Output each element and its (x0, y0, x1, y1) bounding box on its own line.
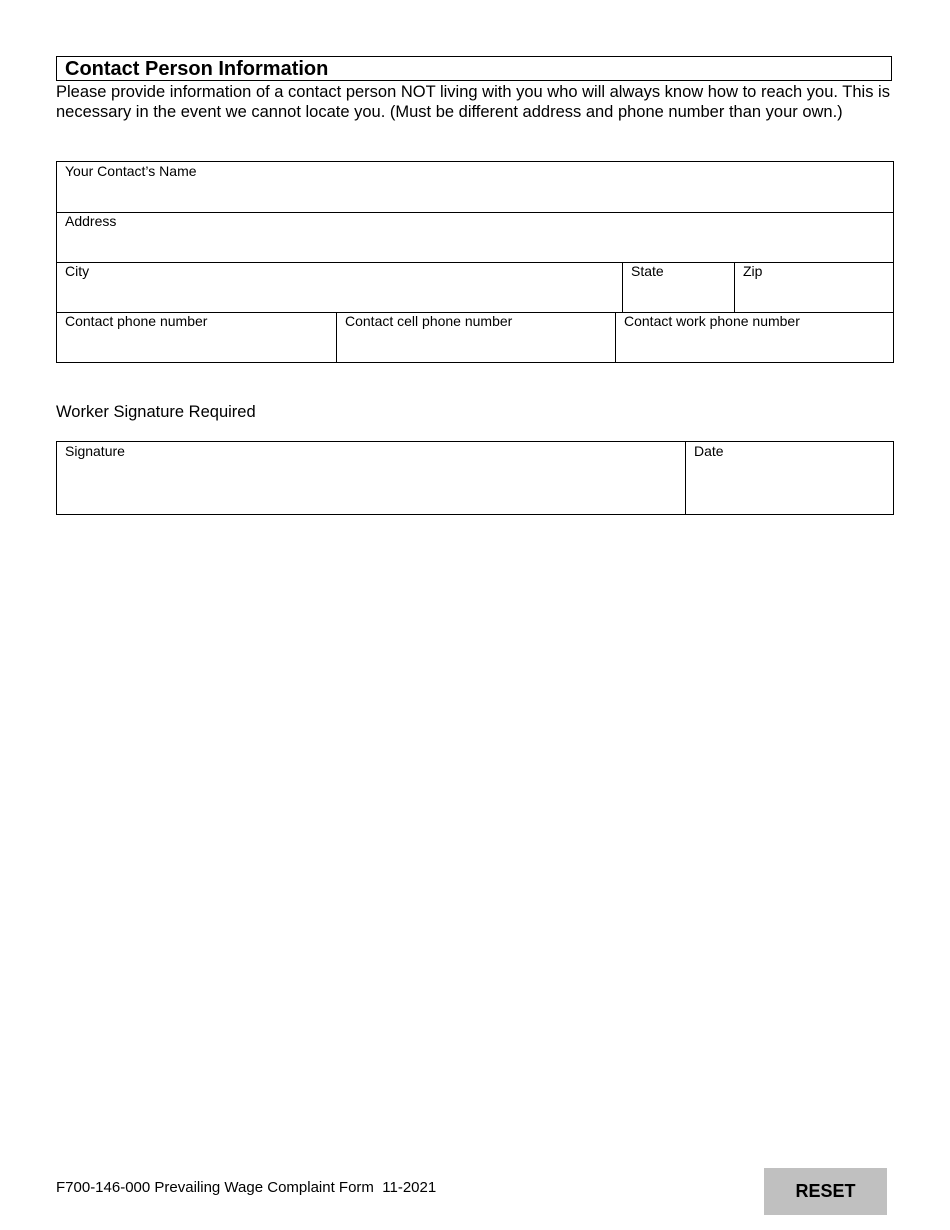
zip-input[interactable] (739, 283, 889, 309)
state-input[interactable] (627, 283, 730, 309)
date-input[interactable] (690, 475, 889, 511)
contact-name-label: Your Contact’s Name (65, 163, 197, 179)
phone-row (57, 312, 893, 362)
address-cell (57, 212, 893, 262)
work-phone-label: Contact work phone number (624, 313, 800, 329)
address-input[interactable] (61, 233, 889, 259)
phone-cell (57, 312, 336, 362)
work-phone-input[interactable] (620, 333, 889, 359)
cell-phone-cell (336, 312, 615, 362)
contact-name-row (57, 162, 893, 213)
signature-input[interactable] (61, 475, 681, 511)
zip-label: Zip (743, 263, 763, 279)
address-label: Address (65, 213, 117, 229)
signature-label: Signature (65, 443, 125, 459)
signature-heading: Worker Signature Required (56, 403, 256, 421)
state-cell (622, 262, 734, 312)
reset-button[interactable]: RESET (764, 1168, 887, 1215)
signature-cell (57, 442, 685, 514)
city-state-zip-row (57, 262, 893, 313)
intro-text: Please provide information of a contact person NOT living with you who will always know how to reach you. This is necessary in the event we cannot locate you. (Must be different address and phone number than your own.) (56, 83, 890, 121)
phone-label: Contact phone number (65, 313, 208, 329)
cell-phone-input[interactable] (341, 333, 611, 359)
date-cell (685, 442, 893, 514)
city-cell (57, 262, 622, 312)
date-label: Date (694, 443, 724, 459)
contact-name-cell (57, 162, 893, 212)
contact-info-table (56, 161, 894, 363)
state-label: State (631, 263, 664, 279)
signature-table (56, 441, 894, 515)
address-row (57, 212, 893, 263)
section-title: Contact Person Information (56, 56, 892, 81)
work-phone-cell (615, 312, 893, 362)
form-footer-id: F700-146-000 Prevailing Wage Complaint Form 11-2021 (56, 1179, 437, 1196)
zip-cell (734, 262, 893, 312)
phone-input[interactable] (61, 333, 332, 359)
city-label: City (65, 263, 90, 279)
contact-name-input[interactable] (61, 183, 889, 209)
city-input[interactable] (61, 283, 618, 309)
cell-phone-label: Contact cell phone number (345, 313, 513, 329)
